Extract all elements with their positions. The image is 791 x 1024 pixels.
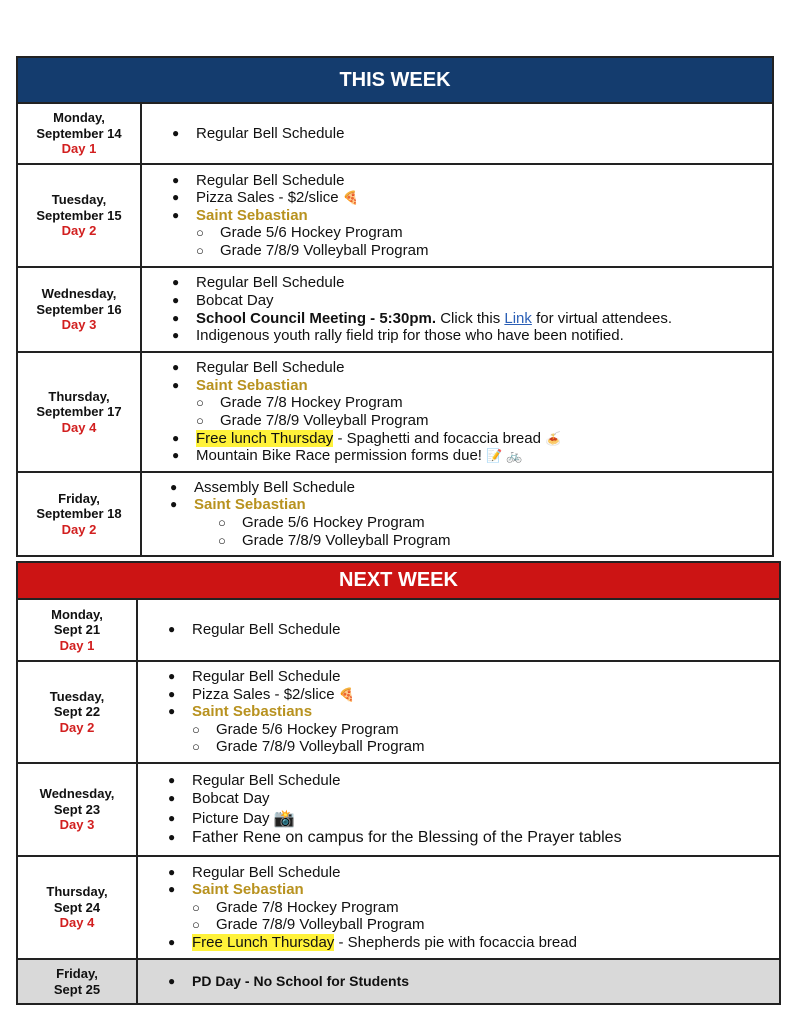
item-text: Grade 7/8/9 Volleyball Program (216, 916, 425, 934)
day-number: Day 4 (61, 419, 97, 435)
next-week-row-tuesday (18, 662, 779, 764)
bullet: ● (172, 310, 180, 325)
bullet: ● (172, 360, 180, 375)
sub-list-item (170, 532, 772, 550)
events-cell (142, 353, 772, 471)
bullet: ● (172, 207, 180, 222)
sub-list-item (172, 394, 772, 412)
camera-icon: 📸 (273, 808, 295, 828)
day-name: Thursday, (48, 388, 110, 404)
this-week-row-monday (18, 104, 772, 165)
events-cell (142, 473, 772, 555)
day-number: Day 2 (59, 719, 95, 735)
bullet: ● (172, 275, 180, 290)
day-name: Monday, (53, 110, 105, 126)
sub-bullet: ○ (192, 721, 200, 737)
day-cell (18, 600, 138, 660)
next-week-row-friday (18, 960, 779, 1003)
item-text: Saint Sebastians (192, 703, 313, 721)
next-week-row-thursday (18, 857, 779, 960)
bullet: ● (172, 172, 180, 187)
list-item (172, 359, 772, 377)
sub-list-item (168, 721, 779, 739)
day-cell (18, 960, 138, 1003)
this-week-header (18, 58, 772, 104)
sub-list-item (172, 412, 772, 430)
item-text: Indigenous youth rally field trip for those who have been notified. (196, 327, 624, 345)
day-cell (18, 353, 142, 471)
day-name: Wednesday, (39, 786, 115, 802)
item-text: Pizza Sales - $2/slice (192, 685, 335, 703)
sub-bullet: ○ (218, 515, 226, 530)
day-date: Sept 23 (53, 801, 101, 817)
pizza-icon: 🍕 (342, 190, 359, 206)
item-text: Regular Bell Schedule (192, 621, 341, 639)
day-name: Wednesday, (41, 286, 117, 302)
day-date: September 15 (36, 207, 122, 223)
item-text: Grade 7/8/9 Volleyball Program (216, 738, 425, 756)
bicycle-icon: 🚲 (506, 448, 523, 464)
item-text: Grade 7/8/9 Volleyball Program (220, 241, 429, 259)
list-item (168, 772, 779, 790)
item-text: Grade 5/6 Hockey Program (242, 514, 425, 531)
list-item (170, 496, 772, 514)
item-text: Grade 5/6 Hockey Program (216, 720, 399, 738)
list-item (168, 934, 779, 952)
item-text: Regular Bell Schedule (192, 863, 341, 881)
item-text: Saint Sebastian (196, 376, 308, 394)
sub-bullet: ○ (196, 225, 204, 241)
next-week-header (18, 563, 779, 600)
bullet: ● (170, 479, 178, 494)
next-week-table (16, 561, 781, 1005)
item-text: Saint Sebastian (194, 496, 306, 514)
day-name: Friday, (56, 966, 98, 981)
item-text: - Shepherds pie with focaccia bread (334, 933, 577, 951)
day-cell (18, 857, 138, 958)
sub-bullet: ○ (192, 899, 200, 915)
item-text: - Spaghetti and focaccia bread (333, 429, 541, 447)
day-number: Day 3 (61, 317, 97, 333)
day-cell (18, 764, 138, 855)
day-date: Sept 25 (53, 981, 101, 997)
pizza-icon: 🍕 (338, 686, 355, 702)
item-text: Assembly Bell Schedule (194, 478, 355, 496)
sub-list-item (168, 738, 779, 756)
day-number: Day 3 (59, 817, 95, 833)
next-week-title: NEXT WEEK (339, 569, 458, 591)
memo-icon: 📝 (485, 448, 503, 464)
day-name: Monday, (51, 606, 103, 622)
day-cell (18, 662, 138, 762)
item-text: Regular Bell Schedule (196, 124, 345, 142)
day-cell (18, 165, 142, 266)
item-text: Pizza Sales - $2/slice (196, 189, 339, 207)
day-date: September 16 (36, 301, 122, 317)
pd-day-text: PD Day - No School for Students (192, 972, 410, 989)
free-lunch-highlight: Free Lunch Thursday (192, 933, 335, 951)
day-name: Tuesday, (49, 688, 105, 704)
item-text: Father Rene on campus for the Blessing of the Prayer tables (192, 829, 622, 847)
virtual-link[interactable]: Link (504, 309, 532, 327)
events-cell (142, 268, 772, 351)
this-week-row-friday (18, 473, 772, 555)
bullet: ● (172, 292, 180, 307)
sub-list-item (172, 242, 772, 260)
item-text: Mountain Bike Race permission forms due! (196, 447, 482, 465)
free-lunch-highlight: Free lunch Thursday (196, 429, 334, 447)
list-item (172, 447, 772, 465)
next-week-row-monday (18, 600, 779, 662)
events-cell (138, 600, 779, 660)
events-cell (142, 165, 772, 266)
sub-bullet: ○ (196, 242, 204, 258)
list-item (168, 790, 779, 808)
list-item (172, 274, 772, 292)
bullet: ● (168, 669, 176, 684)
events-cell (138, 764, 779, 855)
bullet: ● (168, 790, 176, 805)
this-week-row-wednesday (18, 268, 772, 353)
bullet: ● (170, 497, 178, 512)
sub-bullet: ○ (196, 395, 204, 411)
item-text: Grade 7/8/9 Volleyball Program (242, 531, 451, 549)
sub-bullet: ○ (218, 532, 226, 548)
events-cell (138, 857, 779, 958)
events-cell (142, 104, 772, 163)
day-date: Sept 21 (53, 622, 101, 638)
item-text: Grade 7/8 Hockey Program (216, 898, 399, 916)
list-item (168, 881, 779, 899)
list-item (168, 668, 779, 686)
next-week-row-wednesday (18, 764, 779, 857)
sub-list-item (168, 899, 779, 917)
bullet: ● (172, 448, 180, 463)
bullet: ● (172, 430, 180, 445)
list-item (168, 686, 779, 704)
item-text: Regular Bell Schedule (196, 359, 345, 377)
list-item (172, 207, 772, 225)
item-text: Grade 7/8/9 Volleyball Program (220, 412, 429, 429)
day-number: Day 2 (61, 521, 97, 537)
this-week-title: THIS WEEK (339, 68, 451, 91)
sub-bullet: ○ (192, 917, 200, 933)
item-text: Picture Day (192, 809, 270, 827)
day-date: Sept 24 (53, 899, 101, 915)
item-text: for virtual attendees. (531, 309, 672, 327)
item-text: Regular Bell Schedule (196, 274, 345, 292)
day-cell (18, 104, 142, 163)
bullet: ● (168, 973, 176, 988)
list-item (172, 310, 772, 328)
item-text: Regular Bell Schedule (192, 668, 341, 686)
day-date: September 14 (36, 125, 122, 141)
sub-bullet: ○ (196, 413, 204, 428)
bullet: ● (168, 704, 176, 719)
bullet: ● (168, 934, 176, 949)
day-number: Day 1 (61, 141, 97, 157)
item-text: Bobcat Day (196, 291, 274, 309)
day-date: September 17 (36, 404, 122, 420)
list-item (172, 125, 772, 143)
this-week-row-tuesday (18, 165, 772, 268)
item-text: Click this (436, 309, 505, 327)
spaghetti-icon: 🍝 (544, 430, 562, 446)
list-item (168, 973, 779, 991)
day-number: Day 1 (59, 637, 95, 653)
bullet: ● (168, 830, 176, 845)
list-item (172, 430, 772, 448)
bullet: ● (172, 377, 180, 392)
bullet: ● (172, 125, 180, 140)
day-number: Day 2 (61, 223, 97, 239)
sub-list-item (170, 514, 772, 532)
day-name: Friday, (58, 490, 100, 506)
day-name: Tuesday, (51, 192, 107, 208)
meeting-text: School Council Meeting - 5:30pm. (196, 309, 437, 327)
item-text: Regular Bell Schedule (192, 772, 341, 790)
item-text: Grade 7/8 Hockey Program (220, 394, 403, 412)
bullet: ● (172, 328, 180, 343)
list-item (170, 479, 772, 497)
bullet: ● (168, 773, 176, 788)
events-cell (138, 960, 779, 1003)
bullet: ● (168, 622, 176, 637)
item-text: Bobcat Day (192, 789, 270, 807)
events-cell (138, 662, 779, 762)
bullet: ● (172, 190, 180, 205)
bullet: ● (168, 864, 176, 879)
list-item (168, 864, 779, 882)
bullet: ● (168, 686, 176, 701)
item-text: Grade 5/6 Hockey Program (220, 224, 403, 242)
list-item (172, 172, 772, 190)
item-text: Saint Sebastian (196, 206, 308, 224)
list-item (168, 829, 779, 847)
this-week-row-thursday (18, 353, 772, 473)
list-item (172, 292, 772, 310)
bullet: ● (168, 882, 176, 897)
sub-list-item (172, 224, 772, 242)
list-item (168, 807, 779, 829)
list-item (168, 703, 779, 721)
item-text: Regular Bell Schedule (196, 171, 345, 189)
day-name: Thursday, (46, 884, 108, 900)
sub-list-item (168, 916, 779, 934)
day-cell (18, 473, 142, 555)
day-cell (18, 268, 142, 351)
day-date: Sept 22 (53, 704, 101, 720)
item-text: Saint Sebastian (192, 881, 304, 899)
list-item (172, 377, 772, 395)
day-number: Day 4 (59, 915, 95, 931)
list-item (172, 327, 772, 345)
list-item (172, 189, 772, 207)
list-item (168, 621, 779, 639)
day-date: September 18 (36, 506, 122, 522)
bullet: ● (168, 810, 176, 825)
this-week-table (16, 56, 774, 557)
sub-bullet: ○ (192, 739, 200, 755)
